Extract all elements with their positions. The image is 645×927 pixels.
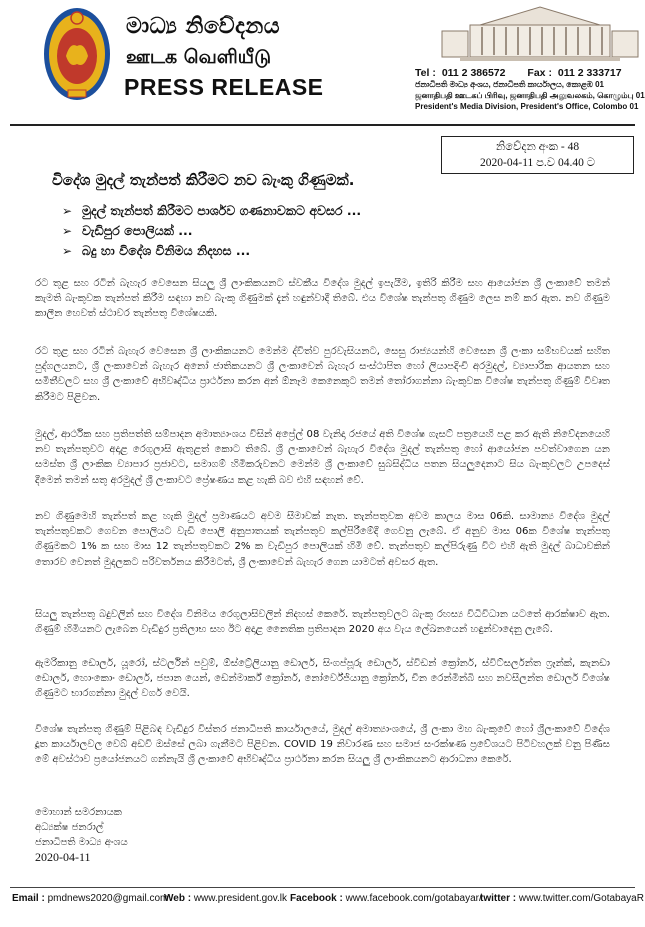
tel-number: 011 2 386572 (441, 67, 506, 79)
body-paragraph: රට තුළ සහ රටින් බැහැර වෙසෙන ශ්‍රී ලාංකිකයනට මෙන්ම ද්විත්ව පුරවැසියනට, සෙසු රාජ්‍යයන්හි වෙසෙන ශ්‍රී ලංකා සම්භවයක් සහිත පුද්ගලයනට, ශ්‍රී ලංකාවෙන් බැහැර අනෝ ජාතිකයනට ශ්‍රී ලංකාවෙන් බැහැර සංස්ථාපිත හෝ ලියාපදිංචි අරමුදල්, ව්‍යාපාරික ආයතන සහ සමිතීවලට සහ ශ්‍රී ලංකාවේ අභිවෘද්ධිය ප්‍රාර්ථනා කරන අන් ඕනෑම කෙනෙකුට තමන් තෝරාගන්නා බැංකුවක විශේෂ තැන්පතු ගිණුම් විවෘත කිරීමට පිළිවන. (35, 346, 610, 403)
facebook-link[interactable]: www.facebook.com/gotabayar/ (345, 893, 482, 904)
header-title-sinhala: මාධ්‍ය නිවේදනය (126, 14, 281, 39)
list-item: ➢ බදු හා විදේශ විනිමය නිදහස ... (62, 243, 251, 258)
fax-label: Fax (527, 67, 546, 79)
header-divider (10, 124, 635, 126)
facebook-label: Facebook : (290, 893, 343, 904)
signatory-name: මොහාන් සමරනායක (35, 807, 122, 818)
body-paragraph: සියලු තැන්පතු බදුවලින් සහ විදේශ විනිමය රෙගුලාසිවලින් නිදහස් කෙරේ. තැන්පතුවලට බැංකු රහස්‍ය විධිවිධාන යටතේ ආරක්ෂාව ඇත. ගිණුම් හිමියනට ලැබෙන වැඩිදුර ප්‍රතිලාභ සහ ඊට අදාළ නෛතික ප්‍රතිපාදන 2020 අය වැය ලේඛනයෙන් හඳුන්වාදෙනු ලැබේ. (35, 609, 610, 636)
body-paragraph: මුදල්, ආර්ථික සහ ප්‍රතිපත්ති සම්පාදන අමාත්‍යාංශය විසින් අප්‍රේල් 08 වැනිදා රජයේ අති විශේෂ ගැසට් පත්‍රයෙහි පළ කර ඇති නිවේදනයෙහි නව තැන්පතුවට අදාළ රෙගුලාසි ඇතුළත් කොට තිබේ. ශ්‍රී ලංකාවෙන් බැහැර විදේශ මුදල් තැන්පතු හෝ ආයෝජන පවත්වාගෙන යන සමස්ත ශ්‍රී ලාංකික ව්‍යාපාර ප්‍රජාවට, සමාගම් හිමිකරුවනට මෙන්ම ශ්‍රී ලංකාවේ සුබසිද්ධිය පතන සියලුදෙනාට සිය බැංකුවලට උපදෙස් දීමෙන් තමන් සතු අරමුදල් ශ්‍රී ලංකාවට ප්‍රේෂණය කළ හැකි බව එහි සඳහන් වේ. (35, 429, 610, 486)
footer-divider (10, 887, 635, 888)
email-label: Email : (12, 893, 45, 904)
release-number: නිවේදන අංක - 48 (495, 141, 580, 153)
signatory-title: අධ්‍යක්ෂ ජනරාල් (35, 822, 104, 833)
release-datetime: 2020-04-11 ප.ව 04.40 ට (480, 157, 595, 169)
email-link[interactable]: pmdnews2020@gmail.com (47, 893, 169, 904)
press-release-title: විදේශ මුදල් තැන්පත් කිරීමට නව බැංකු ගිණුමක්. (52, 171, 355, 189)
release-info-box (441, 136, 634, 174)
web-label: Web : (164, 893, 192, 904)
body-paragraph: ඇමරිකානු ඩොලර්, යූරෝ, ස්ටර්ලින් පවුම්, ඕස්ට්‍රේලියානු ඩොලර්, සිංගප්පූරු ඩොලර්, ස්විඩන් ක්‍රෝනර්, ස්විට්සර්ලන්ත ෆ්‍රෑන්ක්, කැනඩා ඩොලර්, හොංකොං ඩොලර්, ජපාන යෙන්, ඩෙන්මාර්ක් ක්‍රෝනර්, නෝර්වේජියානු ක්‍රෝනර්, චීන රෙන්මින්බි සහ නවසීලන්ත ඩොලර් විශේෂ ගිණුමට භාරගන්නා මුදල් වර්ග වෙයි. (35, 658, 610, 700)
body-paragraph: විශේෂ තැන්පතු ගිණුම් පිළිබඳ වැඩිදුර විස්තර ජනාධිපති කාර්යාලයේ, මුදල් අමාත්‍යාංශයේ, ශ්‍රී ලංකා මහ බැංකුවේ හෝ ශ්‍රීලංකාවේ විදේශ දූත කාර්යාලවල වෙබ් අඩවි ඔස්සේ ලබා ගැනීමට පිළිවන. COVID 19 නිවාරණ සහ සමාජ සංරක්ෂණ ප්‍රවේශයට පිටිවහලක් වනු පිණිස මේ අවස්ථාව ප්‍රයෝජනයට ගන්නැයි ශ්‍රී ලංකාවේ අභිවෘද්ධිය ප්‍රාර්ථනා කරන සියලු ශ්‍රී ලාංකිකයනට ආරාධනා කෙරේ. (35, 724, 610, 766)
address-sinhala: ජනාධිපති මාධ්‍ය අංශය, ජනාධිපති කාර්යාලය, කොළඹ 01 (415, 80, 604, 89)
signatory-office: ජනාධිපති මාධ්‍ය අංශය (35, 837, 128, 848)
body-paragraph: රට තුළ සහ රටින් බැහැර වෙසෙන සියලු ශ්‍රී ලාංකිකයනට ස්වකීය විදේශ මුදල් ඉපැයීම, ඉතිරි කිරීම සහ ආයෝජන ශ්‍රී ලංකාවේ තමන් කැමති බැංකුවක තැන්පත් කිරීම සඳහා නව බැංකු ගිණුමක් දැන් හඳුන්වාදී තිබේ. එය විශේෂ තැන්පතු ගිණුම ලෙස නම් කර ඇත. නව ගිණුම කාලීන හෙවත් ස්ථාවර තැන්පතු විශේෂයකි. (35, 278, 610, 320)
header-title-tamil: ஊடக வெளியீடு (126, 46, 272, 68)
address-tamil: ஜனாதிபதி ஊடகப் பிரிவு, ஜனாதிபதி அலுவலகம், கொழும்பு 01 (415, 91, 645, 100)
website-link[interactable]: www.president.gov.lk (193, 893, 288, 904)
signature-block (35, 805, 128, 865)
presidential-secretariat-building-image (440, 3, 640, 61)
twitter-label: twitter : (480, 893, 517, 904)
tel-label: Tel (415, 67, 430, 79)
list-item: ➢ මුදල් තැන්පත් කිරීමට පාර්ශව ගණනාවකට අවසර ... (62, 203, 362, 218)
arrow-bullet-icon: ➢ (62, 224, 73, 238)
arrow-bullet-icon: ➢ (62, 244, 73, 258)
twitter-link[interactable]: www.twitter.com/GotabayaR (518, 893, 644, 904)
body-paragraph: නව ගිණුමෙහි තැන්පත් කළ හැකි මුදල් ප්‍රමාණයට අවම සීමාවක් නැත. තැන්පතුවක අවම කාලය මාස 06කි. සාමාන්‍ය විදේශ මුදල් තැන්පතුවකට ගෙවන පොලියට වැඩි පොලී අනුපාතයක් තැන්පතුව කල්පිරීමේදී ගෙවනු ලැබේ. ඒ අනුව මාස 06ක විශේෂ තැන්පතු ගිණුමකට 1% ක සහ මාස 12 තැන්පතුවකට 2% ක වැඩිපුර පොලියක් හිමි වේ. තැන්පතුව කල්පිරුණු විට එහි ඇති මුදල් බාධාවකින් තොරව වෙනත් මුදලකට පරිවර්තනය කිරීමටත්, ශ්‍රී ලංකාවෙන් බැහැර ගෙන යාමටත් අවසර ඇත. (35, 511, 610, 568)
fax-number: 011 2 333717 (557, 67, 622, 79)
arrow-bullet-icon: ➢ (62, 204, 73, 218)
header-title-english: PRESS RELEASE (124, 74, 324, 100)
address-english: President's Media Division, President's Office, Colombo 01 (415, 102, 639, 111)
highlights-list (62, 203, 361, 263)
sri-lanka-emblem-logo (40, 4, 114, 104)
signature-date: 2020-04-11 (35, 850, 91, 864)
list-item: ➢ වැඩිපුර පොලියක් ... (62, 223, 193, 238)
contact-block: Tel : 011 2 386572 Fax : 011 2 333717 ජනාධිපති මාධ්‍ය අංශය, ජනාධිපති කාර්යාලය, කොළඹ 01 ஜனாதிபதி ஊடகப் பிரிவு, ஜனாதிபதி அலுவலகம், கொழும்பு 01 President's Media Division, President's Office, Colombo 01 (415, 67, 645, 111)
